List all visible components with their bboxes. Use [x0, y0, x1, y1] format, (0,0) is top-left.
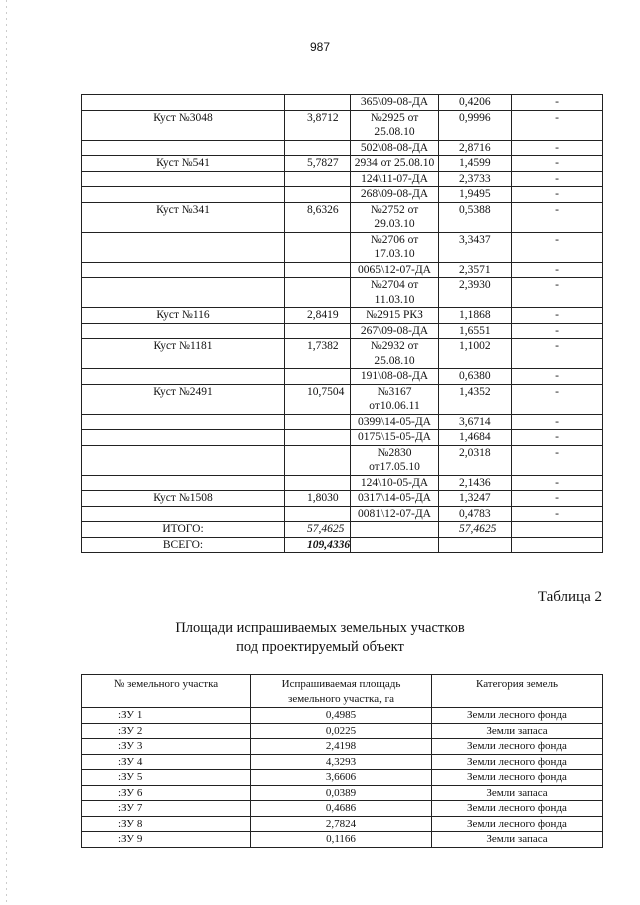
table-row [82, 232, 603, 262]
table-row [82, 491, 603, 507]
cell-area: 1,4599 [439, 156, 512, 172]
cell-bush: Куст №1508 [82, 491, 285, 507]
cell-document: №2915 РКЗ [351, 308, 439, 324]
cell-plot: :ЗУ 1 [82, 708, 251, 724]
cell-bush [82, 445, 285, 475]
cell-bush-area [285, 430, 351, 446]
cell-bush-area: 8,6326 [285, 202, 351, 232]
cell-area: 2,3733 [439, 171, 512, 187]
table-row [82, 369, 603, 385]
cell-category: Земли лесного фонда [432, 739, 603, 755]
cell-area: 0,0389 [251, 785, 432, 801]
table-row [82, 506, 603, 522]
cell-dash: - [512, 232, 603, 262]
cell-bush-area: 10,7504 [285, 384, 351, 414]
cell-category: Земли лесного фонда [432, 801, 603, 817]
header-requested-area: Испрашиваемая площадь земельного участка, га [251, 675, 432, 708]
cell-plot: :ЗУ 8 [82, 816, 251, 832]
cell-area: 1,3247 [439, 491, 512, 507]
cell-bush [82, 414, 285, 430]
cell-area: 1,1868 [439, 308, 512, 324]
cell-category: Земли лесного фонда [432, 754, 603, 770]
cell-bush-area [285, 475, 351, 491]
cell-dash: - [512, 339, 603, 369]
cell-plot: :ЗУ 5 [82, 770, 251, 786]
cell-document: 124\10-05-ДА [351, 475, 439, 491]
cell-bush: Куст №3048 [82, 110, 285, 140]
cell-bush-area [285, 187, 351, 203]
cell-dash: - [512, 202, 603, 232]
cell-bush [82, 171, 285, 187]
cell-document: 267\09-08-ДА [351, 323, 439, 339]
cell-dash: - [512, 171, 603, 187]
cell-bush-area [285, 445, 351, 475]
table-row [82, 708, 603, 724]
cell-area: 0,0225 [251, 723, 432, 739]
cell-bush-area [285, 232, 351, 262]
cell-document: №2752 от 29.03.10 [351, 202, 439, 232]
itogo-empty [351, 522, 439, 538]
cell-category: Земли запаса [432, 832, 603, 848]
cell-bush-area [285, 171, 351, 187]
itogo-label: ИТОГО: [82, 522, 285, 538]
cell-area: 1,4352 [439, 384, 512, 414]
itogo-empty-2 [512, 522, 603, 538]
cell-area: 1,6551 [439, 323, 512, 339]
bush-areas-table [81, 94, 603, 553]
cell-area: 4,3293 [251, 754, 432, 770]
cell-area: 1,4684 [439, 430, 512, 446]
cell-bush-area [285, 140, 351, 156]
cell-bush-area [285, 506, 351, 522]
table-row [82, 801, 603, 817]
cell-area: 2,3930 [439, 278, 512, 308]
cell-bush-area [285, 414, 351, 430]
cell-area: 0,6380 [439, 369, 512, 385]
cell-area: 2,0318 [439, 445, 512, 475]
cell-dash: - [512, 95, 603, 111]
cell-document: 0317\14-05-ДА [351, 491, 439, 507]
table-row [82, 339, 603, 369]
cell-bush [82, 187, 285, 203]
cell-bush-area [285, 323, 351, 339]
cell-document: 365\09-08-ДА [351, 95, 439, 111]
cell-area: 2,1436 [439, 475, 512, 491]
cell-document: 191\08-08-ДА [351, 369, 439, 385]
cell-area: 2,8716 [439, 140, 512, 156]
cell-document: 0175\15-05-ДА [351, 430, 439, 446]
cell-bush [82, 323, 285, 339]
cell-area: 2,4198 [251, 739, 432, 755]
cell-dash: - [512, 156, 603, 172]
cell-plot: :ЗУ 4 [82, 754, 251, 770]
table-row [82, 384, 603, 414]
table-row [82, 110, 603, 140]
table-row [82, 754, 603, 770]
table-row [82, 770, 603, 786]
cell-document: 502\08-08-ДА [351, 140, 439, 156]
cell-bush [82, 140, 285, 156]
cell-bush-area [285, 278, 351, 308]
cell-document: №2932 от 25.08.10 [351, 339, 439, 369]
cell-category: Земли лесного фонда [432, 708, 603, 724]
cell-area: 1,9495 [439, 187, 512, 203]
cell-bush [82, 262, 285, 278]
cell-bush [82, 475, 285, 491]
page-number: 987 [309, 40, 331, 54]
vsego-row [82, 537, 603, 553]
cell-bush-area: 2,8419 [285, 308, 351, 324]
table-row [82, 430, 603, 446]
table-row [82, 187, 603, 203]
table-row [82, 156, 603, 172]
bush-areas-table-body [82, 95, 603, 553]
vsego-empty-3 [512, 537, 603, 553]
header-plot-number: № земельного участка [82, 675, 251, 708]
cell-document: №2704 от 11.03.10 [351, 278, 439, 308]
table-row [82, 445, 603, 475]
table-row [82, 475, 603, 491]
cell-dash: - [512, 187, 603, 203]
cell-document: №2925 от 25.08.10 [351, 110, 439, 140]
cell-area: 0,4686 [251, 801, 432, 817]
cell-dash: - [512, 262, 603, 278]
cell-bush: Куст №2491 [82, 384, 285, 414]
itogo-row [82, 522, 603, 538]
table-row [82, 262, 603, 278]
cell-bush [82, 369, 285, 385]
cell-dash: - [512, 414, 603, 430]
table-row [82, 202, 603, 232]
cell-area: 3,6714 [439, 414, 512, 430]
cell-document: 2934 от 25.08.10 [351, 156, 439, 172]
cell-bush-area [285, 262, 351, 278]
cell-bush: Куст №1181 [82, 339, 285, 369]
cell-document: 0065\12-07-ДА [351, 262, 439, 278]
cell-plot: :ЗУ 9 [82, 832, 251, 848]
cell-area: 2,3571 [439, 262, 512, 278]
cell-dash: - [512, 308, 603, 324]
cell-bush-area [285, 95, 351, 111]
cell-area: 3,6606 [251, 770, 432, 786]
cell-area: 0,5388 [439, 202, 512, 232]
land-plots-table [81, 674, 603, 848]
cell-dash: - [512, 506, 603, 522]
table-row [82, 308, 603, 324]
vsego-label: ВСЕГО: [82, 537, 285, 553]
header-land-category: Категория земель [432, 675, 603, 708]
cell-category: Земли лесного фонда [432, 816, 603, 832]
section-heading-line2: под проектируемый объект [236, 639, 404, 655]
table-row [82, 278, 603, 308]
cell-dash: - [512, 445, 603, 475]
table-row [82, 816, 603, 832]
cell-dash: - [512, 491, 603, 507]
cell-area: 0,1166 [251, 832, 432, 848]
vsego-empty [351, 537, 439, 553]
cell-dash: - [512, 384, 603, 414]
cell-document: 268\09-08-ДА [351, 187, 439, 203]
cell-bush [82, 430, 285, 446]
cell-category: Земли запаса [432, 723, 603, 739]
cell-dash: - [512, 369, 603, 385]
cell-area: 2,7824 [251, 816, 432, 832]
itogo-area: 57,4625 [285, 522, 351, 538]
table-row [82, 323, 603, 339]
cell-bush-area [285, 369, 351, 385]
cell-bush [82, 232, 285, 262]
table-row [82, 723, 603, 739]
cell-dash: - [512, 475, 603, 491]
table-row [82, 140, 603, 156]
cell-document: 124\11-07-ДА [351, 171, 439, 187]
cell-document: №2830 от17.05.10 [351, 445, 439, 475]
cell-area: 1,1002 [439, 339, 512, 369]
table-row [82, 832, 603, 848]
scan-margin-line [6, 0, 7, 905]
cell-bush [82, 506, 285, 522]
cell-plot: :ЗУ 3 [82, 739, 251, 755]
cell-plot: :ЗУ 7 [82, 801, 251, 817]
cell-bush-area: 3,8712 [285, 110, 351, 140]
cell-area: 0,9996 [439, 110, 512, 140]
cell-category: Земли лесного фонда [432, 770, 603, 786]
cell-document: 0081\12-07-ДА [351, 506, 439, 522]
table-row [82, 414, 603, 430]
cell-dash: - [512, 110, 603, 140]
cell-bush: Куст №341 [82, 202, 285, 232]
cell-bush-area: 1,7382 [285, 339, 351, 369]
table-row [82, 785, 603, 801]
cell-dash: - [512, 323, 603, 339]
vsego-empty-2 [439, 537, 512, 553]
cell-bush: Куст №541 [82, 156, 285, 172]
cell-document: 0399\14-05-ДА [351, 414, 439, 430]
cell-bush-area: 5,7827 [285, 156, 351, 172]
table-row [82, 171, 603, 187]
table-caption: Таблица 2 [537, 589, 602, 605]
cell-bush-area: 1,8030 [285, 491, 351, 507]
cell-area: 3,3437 [439, 232, 512, 262]
vsego-area: 109,4336 [285, 537, 351, 553]
cell-plot: :ЗУ 6 [82, 785, 251, 801]
cell-plot: :ЗУ 2 [82, 723, 251, 739]
cell-dash: - [512, 140, 603, 156]
cell-area: 0,4206 [439, 95, 512, 111]
cell-bush [82, 278, 285, 308]
cell-bush [82, 95, 285, 111]
cell-category: Земли запаса [432, 785, 603, 801]
cell-document: №2706 от 17.03.10 [351, 232, 439, 262]
table-row [82, 95, 603, 111]
cell-bush: Куст №116 [82, 308, 285, 324]
table-row [82, 739, 603, 755]
cell-dash: - [512, 430, 603, 446]
cell-dash: - [512, 278, 603, 308]
cell-area: 0,4985 [251, 708, 432, 724]
cell-document: №3167 от10.06.11 [351, 384, 439, 414]
table-header-row [82, 675, 603, 708]
section-heading-line1: Площади испрашиваемых земельных участков [175, 620, 465, 636]
itogo-value: 57,4625 [439, 522, 512, 538]
cell-area: 0,4783 [439, 506, 512, 522]
